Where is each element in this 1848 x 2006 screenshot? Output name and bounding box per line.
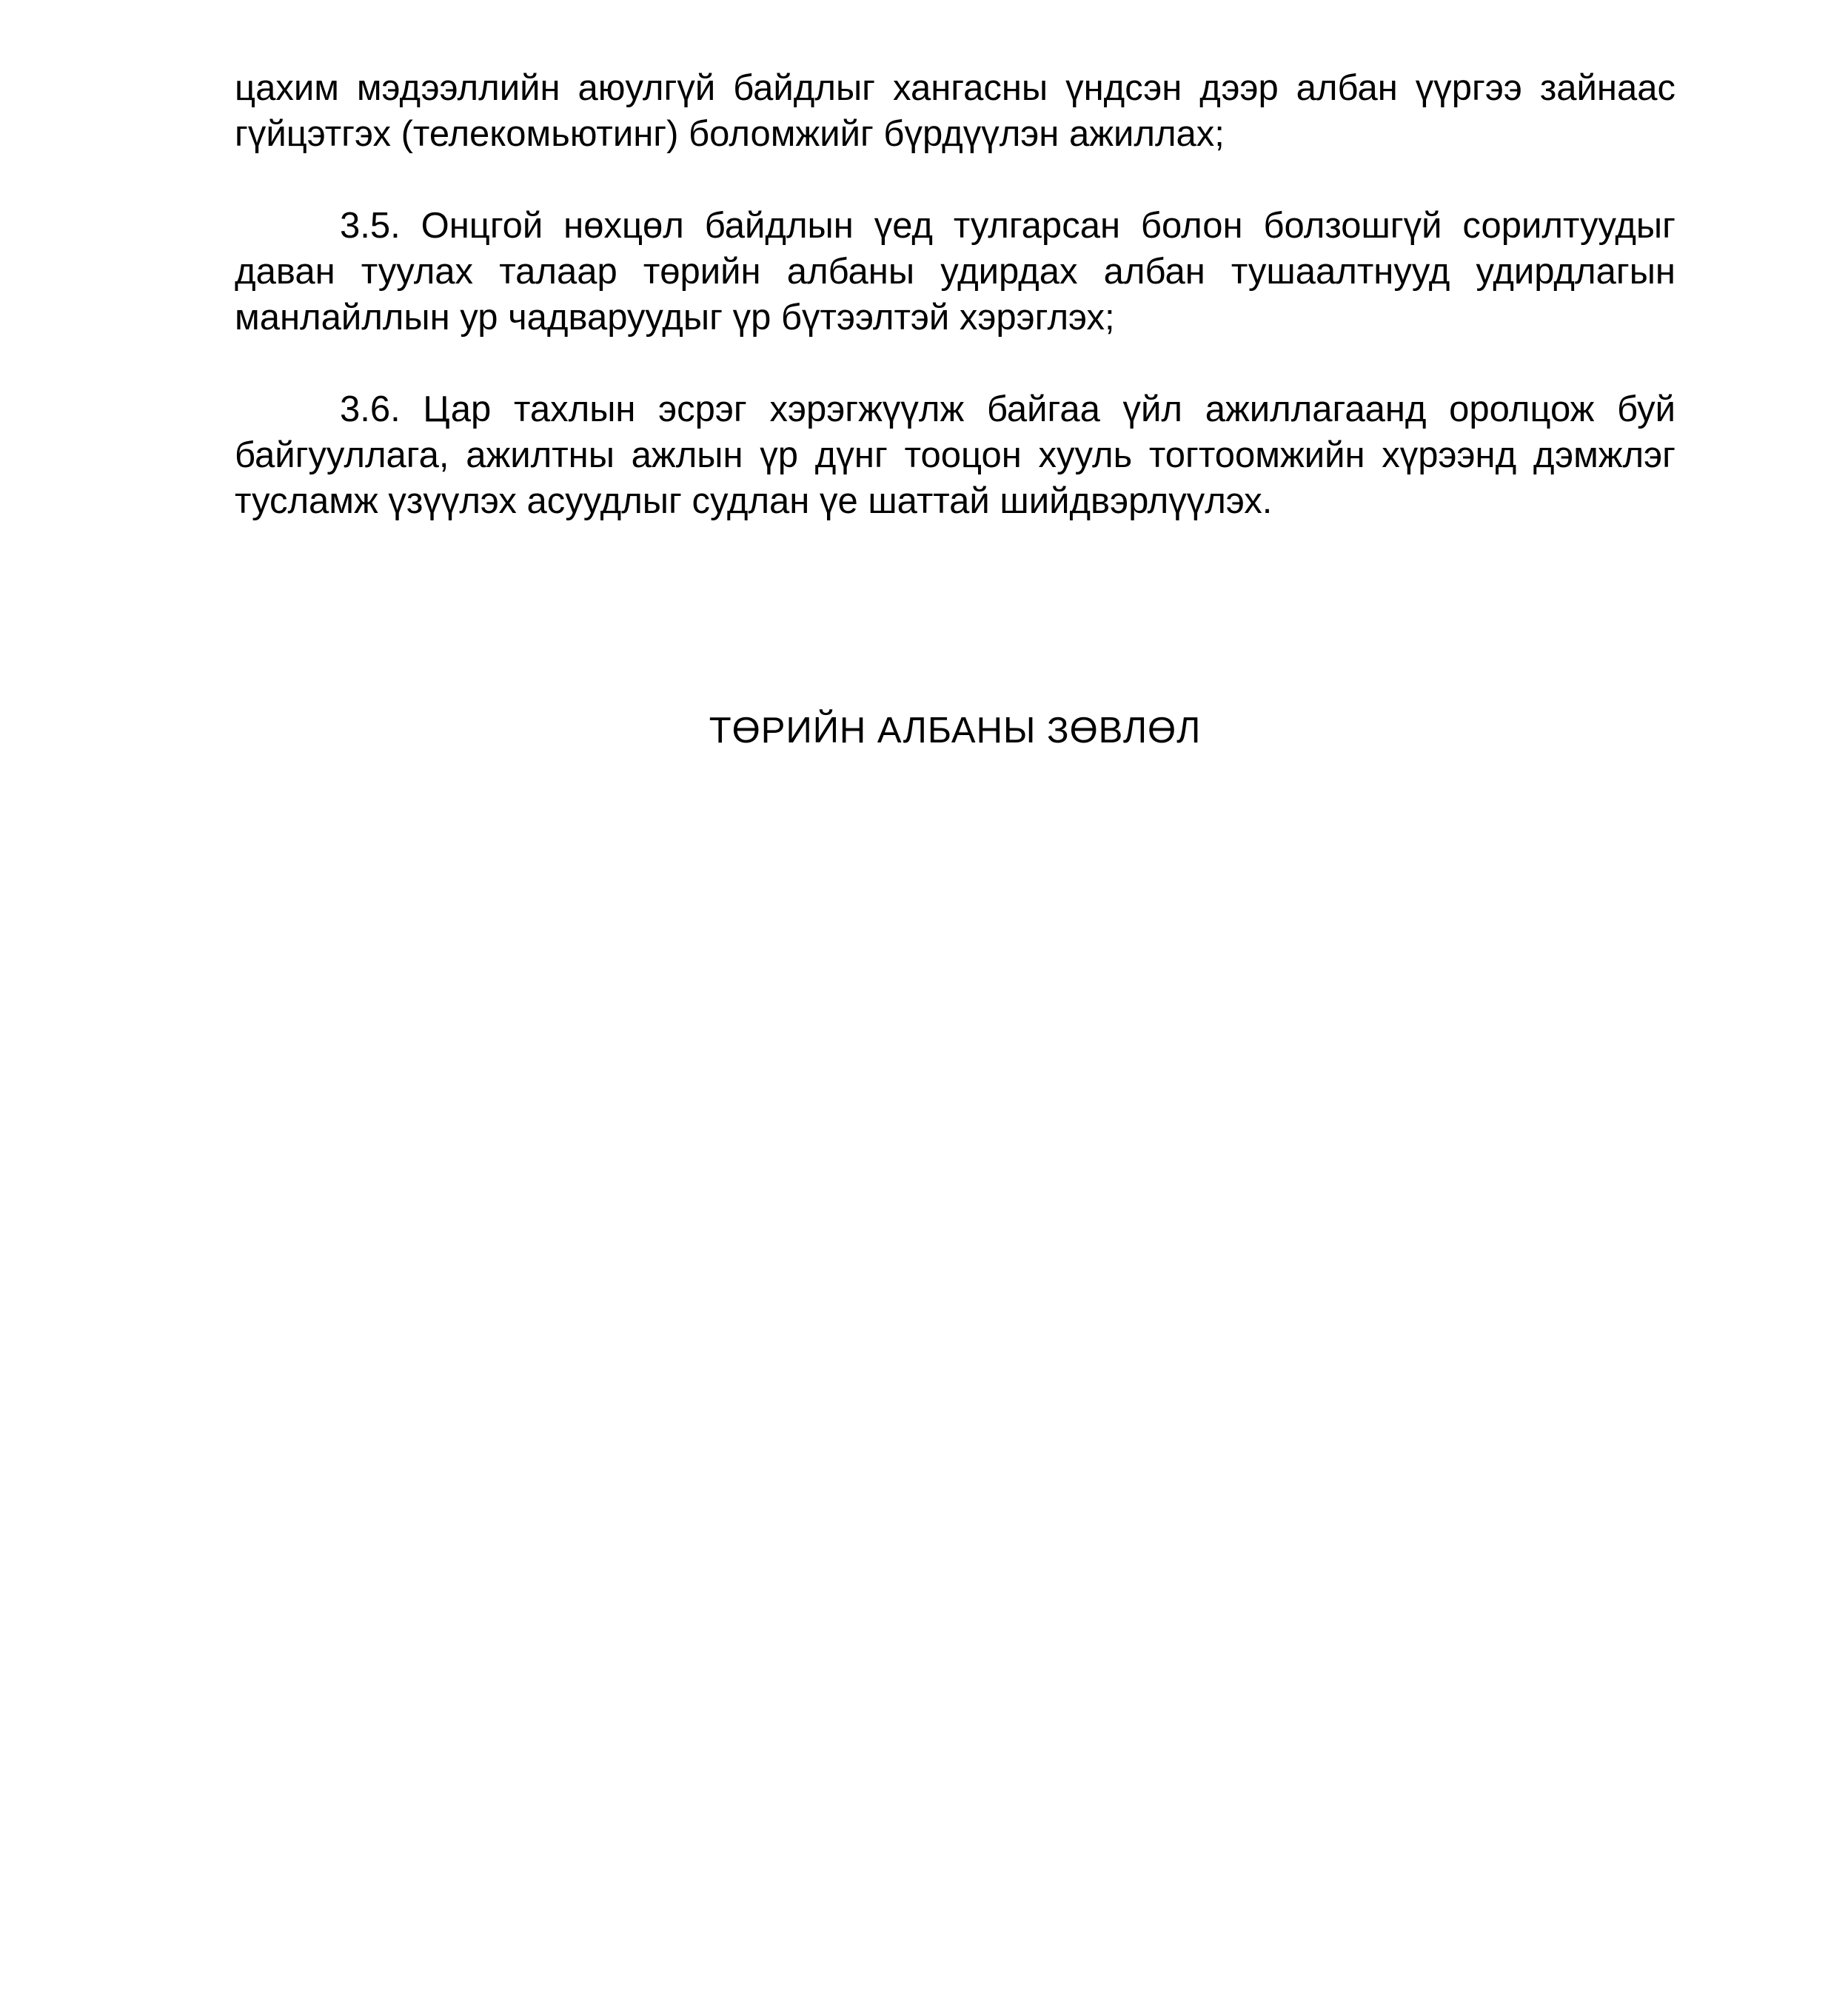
paragraph-clause-3-5 xyxy=(235,203,1675,341)
paragraph-continuation xyxy=(235,65,1675,157)
text-line: 3.6. Цар тахлын эсрэг хэрэгжүүлж байгаа үйл ажиллагаанд оролцож буй xyxy=(340,389,1675,429)
text-line: гүйцэтгэх (телекомьютинг) боломжийг бүрдүүлэн ажиллах; xyxy=(235,114,1225,154)
text-line: байгууллага, ажилтны ажлын үр дүнг тооцон хууль тогтоомжийн хүрээнд дэмжлэг xyxy=(235,435,1675,475)
text-line: цахим мэдээллийн аюулгүй байдлыг хангасны үндсэн дээр албан үүргээ зайнаас xyxy=(235,68,1675,108)
text-line: тусламж үзүүлэх асуудлыг судлан үе шаттай шийдвэрлүүлэх. xyxy=(235,481,1273,521)
paragraph-clause-3-6 xyxy=(235,386,1675,524)
text-line: манлайллын ур чадваруудыг үр бүтээлтэй хэрэглэх; xyxy=(235,298,1115,338)
text-line: 3.5. Онцгой нөхцөл байдлын үед тулгарсан болон болзошгүй сорилтуудыг xyxy=(340,206,1675,246)
text-line: даван туулах талаар төрийн албаны удирдах албан тушаалтнууд удирдлагын xyxy=(235,252,1675,292)
signature-heading: ТӨРИЙН АЛБАНЫ ЗӨВЛӨЛ xyxy=(709,711,1202,751)
